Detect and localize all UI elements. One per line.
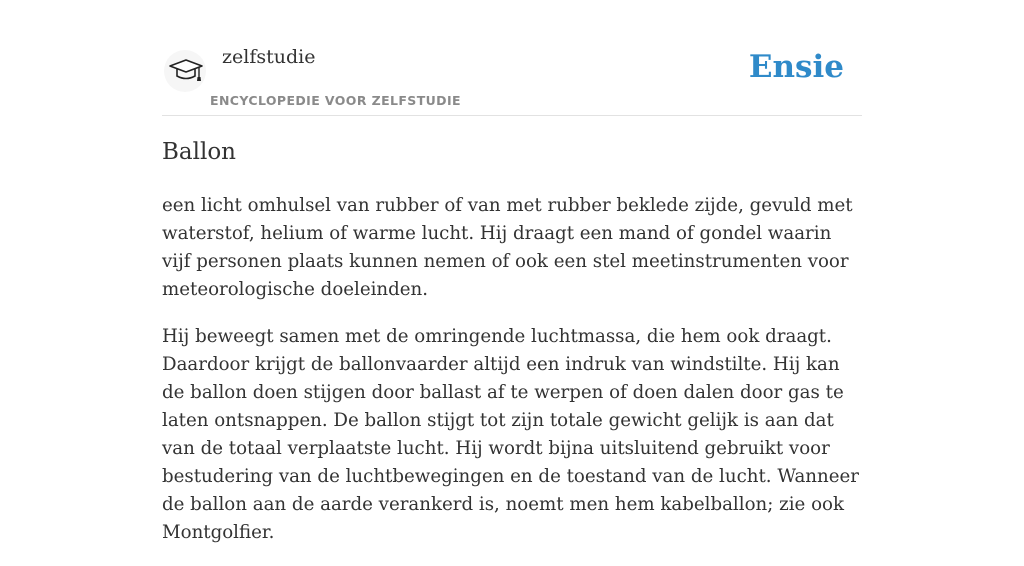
article-paragraph: Hij beweegt samen met de omringende luchtmassa, die hem ook draagt. Daardoor krijgt de ballonvaarder altijd een indruk van windstilte. Hij kan de ballon doen stijgen door ballast af te werpen of doen dalen door gas te laten ontsnappen. De ballon stijgt tot zijn totale gewicht gelijk is aan dat van de totaal verplaatste lucht. Hij wordt bijna uitsluitend gebruikt voor bestudering van de luchtbewegingen en de toestand van de lucht. Wanneer de ballon aan de aarde verankerd is, noemt men hem kabelballon; zie ook Montgolfier.: [162, 326, 859, 543]
graduation-cap-icon[interactable]: [164, 50, 206, 92]
site-name[interactable]: zelfstudie: [222, 46, 316, 68]
site-tagline: ENCYCLOPEDIE VOOR ZELFSTUDIE: [210, 93, 461, 108]
article-title: Ballon: [162, 139, 236, 165]
article-body: [162, 192, 864, 566]
brand-logo-link[interactable]: Ensie: [748, 49, 844, 85]
graduation-cap-graphic: [168, 56, 204, 86]
article-paragraph: een licht omhulsel van rubber of van met rubber beklede zijde, gevuld met waterstof, helium of warme lucht. Hij draagt een mand of gondel waarin vijf personen plaats kunnen nemen of ook een stel meetinstrumenten voor meteorologische doeleinden.: [162, 195, 853, 300]
site-header: [162, 36, 862, 116]
